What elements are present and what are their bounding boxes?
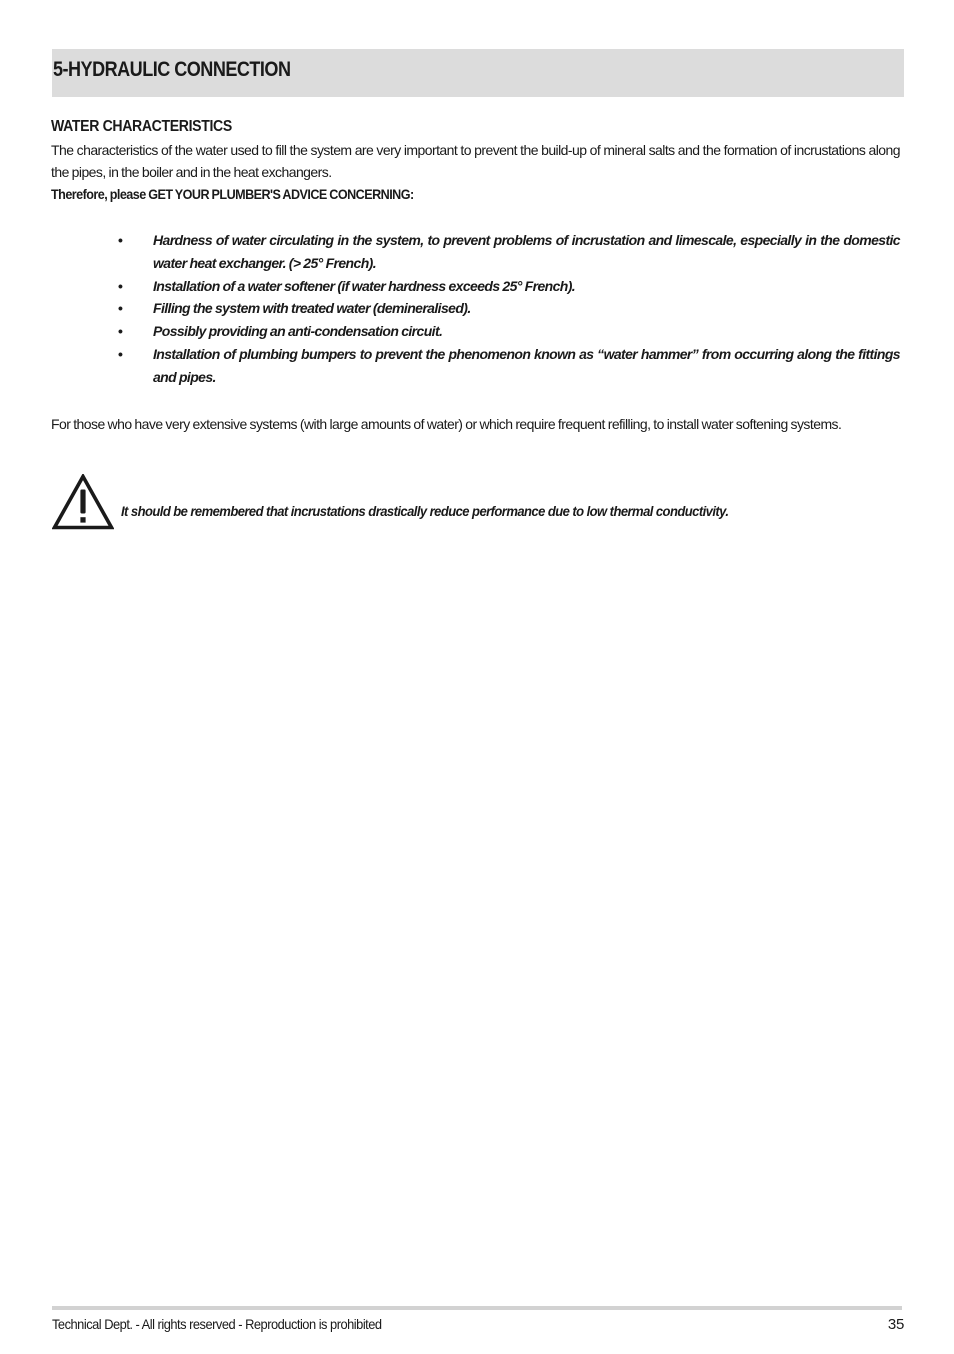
list-item-text: Installation of a water softener (if water hardness exceeds 25° French).: [153, 277, 576, 294]
list-item-text: Installation of plumbing bumpers to prevent the phenomenon known as “water hammer” from occurring along the fittings and pipes.: [153, 345, 900, 385]
warning-text: It should be remembered that incrustations drastically reduce performance due to low thermal conductivity.: [121, 503, 729, 519]
list-item: [51, 229, 900, 275]
bullet-marker: •: [118, 232, 123, 248]
bullet-marker: •: [118, 300, 123, 317]
warning-notice: [52, 474, 902, 530]
list-item: [51, 275, 900, 298]
bullet-marker: •: [118, 345, 123, 362]
advice-paragraph: Therefore, please GET YOUR PLUMBER'S ADVICE CONCERNING:: [51, 186, 414, 202]
intro-paragraph: The characteristics of the water used to fill the system are very important to prevent the build-up of mineral salts and the formation of incrustations along the pipes, in the boiler and in the heat exchangers.: [51, 142, 900, 180]
footer-text: Technical Dept. - All rights reserved - Reproduction is prohibited: [52, 1316, 382, 1332]
bullet-marker: •: [118, 277, 123, 294]
water-characteristics-section: [51, 116, 900, 435]
section-header: [52, 49, 904, 97]
subsection-title: WATER CHARACTERISTICS: [51, 118, 232, 135]
bullet-marker: •: [118, 323, 123, 340]
list-item-text: Possibly providing an anti-condensation circuit.: [153, 323, 443, 340]
footer-divider: [52, 1306, 902, 1310]
advice-list: [51, 229, 900, 389]
list-item: [51, 343, 900, 389]
list-item: [51, 320, 900, 343]
section-title: 5-HYDRAULIC CONNECTION: [53, 58, 291, 81]
page-number: 35: [887, 1316, 904, 1333]
closing-paragraph: For those who have very extensive systems (with large amounts of water) or which require frequent refilling, to install water softening systems.: [51, 415, 842, 432]
list-item-text: Filling the system with treated water (demineralised).: [153, 300, 471, 317]
list-item: [51, 297, 900, 320]
warning-triangle-icon: [52, 474, 114, 530]
list-item-text: Hardness of water circulating in the system, to prevent problems of incrustation and limescale, especially in the domestic water heat exchanger. (> 25° French).: [153, 232, 900, 271]
